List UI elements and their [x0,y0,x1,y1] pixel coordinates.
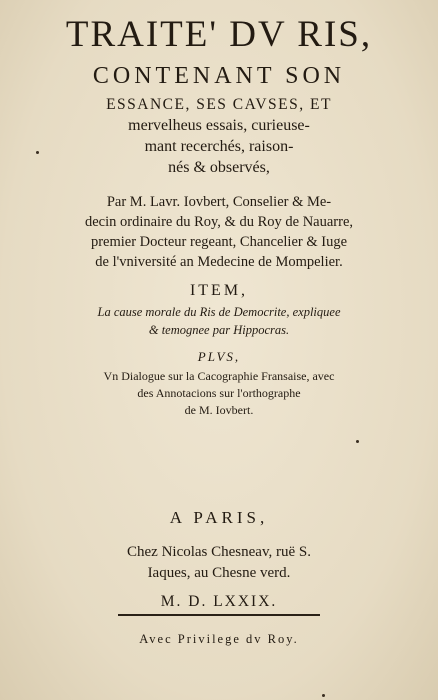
imprint-year: M. D. LXXIX. [160,593,278,610]
subtitle-line-4: mant recerchés, raison- [144,138,294,155]
ink-speck [322,694,325,697]
plus-line-1: Vn Dialogue sur la Cacographie Fransaise, avec [103,369,335,383]
subtitle-line-2: ESSANCE, SES CAVSES, ET [106,96,332,113]
plus-heading: PLVS, [197,349,241,364]
plus-line-2: des Annotacions sur l'orthographe [137,386,301,400]
ink-speck [356,440,359,443]
author-line-1: Par M. Lavr. Iovbert, Conselier & Me- [106,194,332,210]
item-heading: ITEM, [189,282,249,299]
imprint-printer: Chez Nicolas Chesneav, ruë S. [127,544,311,560]
privilege-line: Avec Privilege dv Roy. [139,632,299,646]
author-line-4: de l'vniversité an Medecine de Mompelier. [95,254,343,270]
imprint-address: Iaques, au Chesne verd. [147,565,291,581]
author-line-2: decin ordinaire du Roy, & du Roy de Nauarre, [84,214,354,230]
subtitle-line-1: CONTENANT SON [92,63,346,89]
divider-rule [118,614,320,616]
item-line-2: & temognee par Hippocras. [148,323,290,337]
author-line-3: premier Docteur regeant, Chancelier & Iuge [90,234,348,250]
ink-speck [36,151,39,154]
imprint-city: A PARIS, [169,508,269,527]
plus-line-3: de M. Iovbert. [184,403,254,417]
item-line-1: La cause morale du Ris de Democrite, expliquee [97,305,341,319]
subtitle-line-5: nés & observés, [168,159,270,176]
book-title: TRAITE' DV RIS, [65,14,373,55]
subtitle-line-3: mervelheus essais, curieuse- [128,117,310,134]
